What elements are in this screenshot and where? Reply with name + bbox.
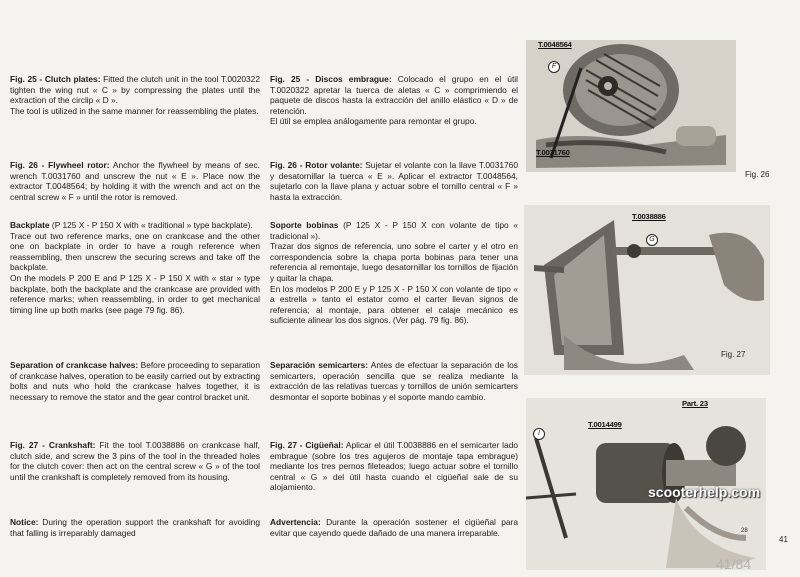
fig25-paragraph-en: [10, 74, 260, 116]
separation-paragraph-en: [10, 360, 260, 402]
backplate-intro-en: (P 125 X - P 150 X with « traditional » type backplate).: [49, 220, 253, 230]
fig26-title-es: Fig. 26 - Rotor volante:: [270, 160, 363, 170]
fig27-title-en: Fig. 27 - Crankshaft:: [10, 440, 96, 450]
fig25-text-en: Fitted the clutch unit in the tool T.0020322 tighten the wing nut « C » by compressing the plates until the extraction of the circlip « D ».: [10, 74, 260, 106]
fig28-tag-tool: T.0014499: [588, 420, 622, 429]
fig26-paragraph-es: [270, 160, 518, 202]
fig25-paragraph-es: [270, 74, 518, 127]
notice-paragraph-en: [10, 517, 260, 538]
separation-title-en: Separation of crankcase halves:: [10, 360, 139, 370]
page-number: 41: [779, 535, 788, 544]
advertencia-title-es: Advertencia:: [270, 517, 321, 527]
backplate-text-en: Trace out two reference marks, one on crankcase and the other one on backplate in order to have a rough reference when reassembling, then unscrew the securing screws and take off the backplate.: [10, 230, 260, 273]
fig28-small-number: 28: [741, 528, 748, 534]
page-count-indicator: 41/84: [716, 556, 752, 572]
fig26-tag-bottom: T.0031760: [536, 148, 570, 157]
fig27-letter-g: G: [646, 234, 658, 246]
soporte-text2-es: En los modelos P 200 E y P 125 X - P 150 X con volante de tipo « a estrella » tanto el estator como el carter llevan signos de referencia; al montaje, para obtener el calaje mecánico es suficiente alinear los dos signos. (Ver pág. 79 fig. 86).: [270, 283, 518, 326]
fig26-letter-f: F: [548, 61, 560, 73]
fig27-text-es: Aplicar el útil T.0038886 en el semicarter lado embrague (sobre los tres agujeros de montaje tapa embrague) mediante los tres pernos fileteados; luego actuar sobre el tornillo central « G » del útil hasta cuando el cigüeñal sale de su alojamiento.: [270, 440, 519, 493]
fig27-caption: Fig. 27: [721, 350, 746, 359]
fig26-title-en: Fig. 26 - Flywheel rotor:: [10, 160, 110, 170]
fig25-text2-es: El útil se emplea análogamente para remontar el grupo.: [270, 116, 477, 127]
fig28-tag-part: Part. 23: [682, 399, 708, 408]
fig25-text2-en: The tool is utilized in the same manner for reassembling the plates.: [10, 105, 259, 116]
fig28-letter-i: I: [533, 428, 545, 440]
fig27-text-en: Fit the tool T.0038886 on crankcase half, clutch side, and screw the 3 pins of the tool in the threaded holes for the clutch cover: then act on the central screw « G » of the tool until the crankshaft is completely removed from its housing.: [10, 440, 260, 482]
advertencia-paragraph-es: [270, 517, 518, 538]
separation-text-en: Before proceeding to separation of crankcase halves, operation to be easily carried out by extracting bolts and nuts who hold the crankcase halves together, it is necessary to remove the stator and the gear control bracket unit.: [10, 360, 260, 402]
scooterhelp-watermark: scooterhelp.com: [648, 484, 761, 500]
fig25-text-es: Colocado el grupo en el útil T.0020322 apretar la tuerca de aletas « C » comprimiendo el paquete de discos hasta la extracción del anillo elástico « D » de retención.: [270, 74, 519, 116]
separation-title-es: Separación semicarters:: [270, 360, 369, 370]
fig26-text-en: Anchor the flywheel by means of sec. wrench T.0031760 and unscrew the nut « E ». Place now the extractor T.0048564; by holding it with the wrench and act on the central screw « F » until the rotor is removed.: [10, 160, 261, 202]
soporte-intro-es: (P 125 X - P 150 X con volante de tipo « tradicional »).: [270, 220, 518, 241]
separation-text-es: Antes de efectuar la separación de los semicarters, operación sencilla que se realiza mediante la extracción de las relativas tuercas y tornillos de unión semicarters desmontar el soporte bobinas y el soporte mando cambio.: [270, 360, 518, 402]
soporte-paragraph-es: [270, 220, 518, 326]
soporte-text-es: Trazar dos signos de referencia, uno sobre el carter y el otro en correspondencia sobre la chapa porta bobinas para tener una referencia al remontaje, luego desatornillar los tornillos de fijación y quitar la chapa.: [270, 241, 518, 283]
advertencia-text-es: Durante la operación sostener el cigüeñal para evitar que cayendo quede dañado de una manera irreparable.: [270, 517, 518, 538]
separation-paragraph-es: [270, 360, 518, 402]
fig26-tag-top: T.0048564: [538, 40, 572, 49]
backplate-title-en: Backplate: [10, 220, 50, 230]
fig25-title-es: Fig. 25 - Discos embrague:: [270, 74, 392, 84]
fig26-text-es: Sujetar el volante con la llave T.0031760 y desatornillar la tuerca « E ». Aplicar el extractor T.0048564, sujetarlo con la llave plana y actuar sobre el tornillo central « F » hasta la extracción.: [270, 160, 518, 202]
fig27-paragraph-en: [10, 440, 260, 482]
fig25-title-en: Fig. 25 - Clutch plates:: [10, 74, 101, 84]
fig27-tag: T.0038886: [632, 212, 666, 221]
backplate-text2-en: On the models P 200 E and P 125 X - P 150 X with « star » type backplate, both the backplate and the crankcase are provided with reference marks; when reassembling, in order to get mechanical timing line up both marks (see page 79 fig. 86).: [10, 272, 260, 315]
notice-text-en: During the operation support the crankshaft for avoiding that falling is irreparably damaged: [10, 517, 260, 538]
fig27-paragraph-es: [270, 440, 518, 493]
fig26-caption: Fig. 26: [745, 170, 770, 179]
fig27-title-es: Fig. 27 - Cigüeñal:: [270, 440, 344, 450]
fig26-paragraph-en: [10, 160, 260, 202]
notice-title-en: Notice:: [10, 517, 39, 527]
soporte-title-es: Soporte bobinas: [270, 220, 339, 230]
backplate-paragraph-en: [10, 220, 260, 315]
